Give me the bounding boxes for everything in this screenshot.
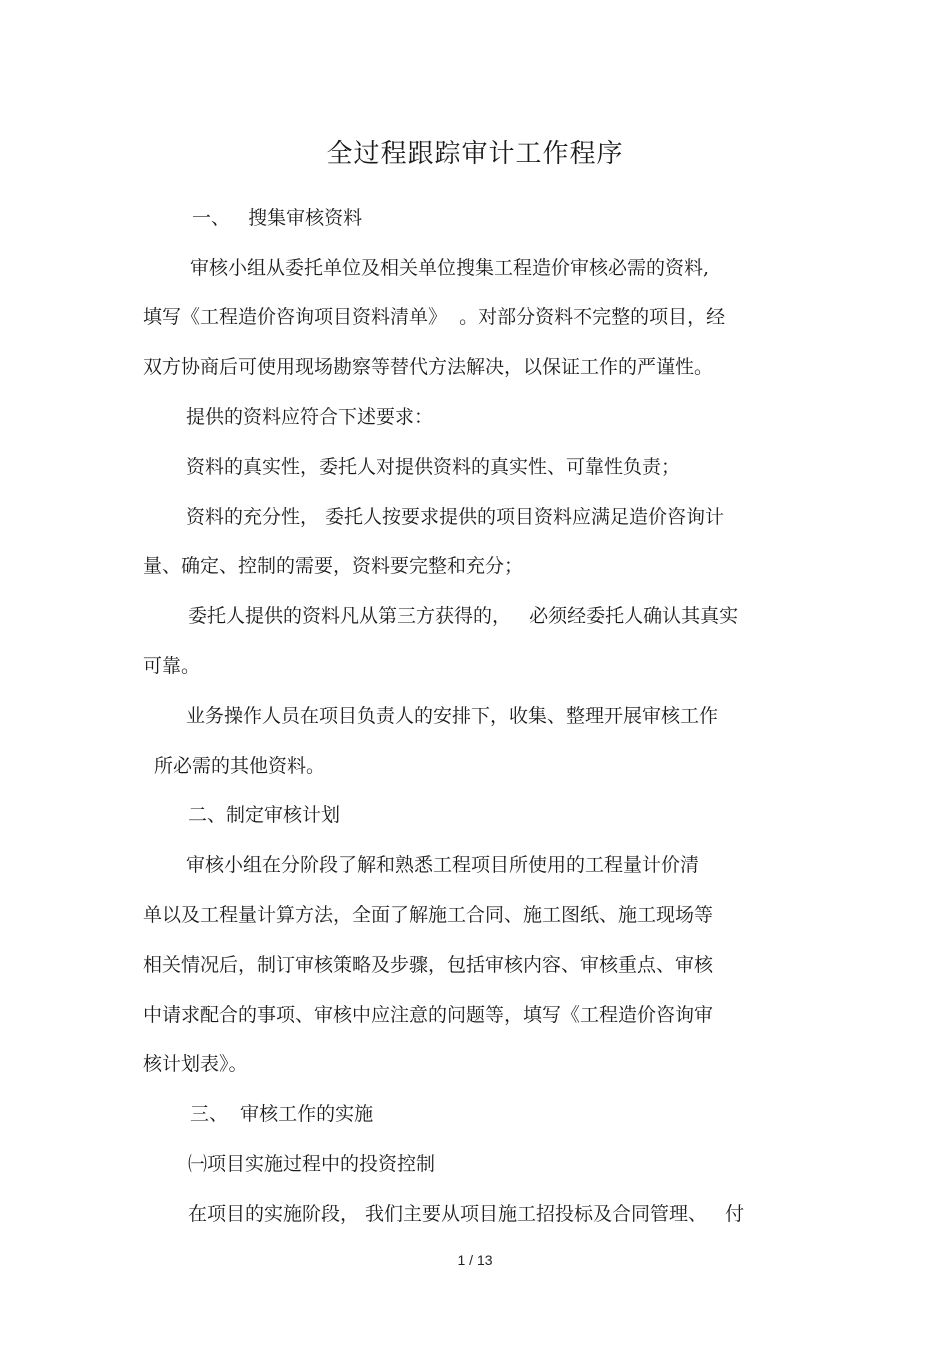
paragraph-line: 业务操作人员在项目负责人的安排下，收集、整理开展审核工作 [186,705,719,727]
paragraph-line: 审核小组从委托单位及相关单位搜集工程造价审核必需的资料, [190,257,710,279]
paragraph-line: 中请求配合的事项、审核中应注意的问题等，填写《工程造价咨询审 [143,1004,714,1026]
paragraph-line: 资料的充分性， 委托人按要求提供的项目资料应满足造价咨询计 [186,506,725,528]
paragraph-line: 在项目的实施阶段， 我们主要从项目施工招投标及合同管理、 付 [188,1203,745,1225]
paragraph-line: 双方协商后可使用现场勘察等替代方法解决，以保证工作的严谨性。 [143,356,714,378]
heading-collect-materials: 一、 搜集审核资料 [192,207,363,229]
document-title: 全过程跟踪审计工作程序 [326,139,624,169]
paragraph-line: 所必需的其他资料。 [154,755,326,777]
paragraph-line: 相关情况后，制订审核策略及步骤，包括审核内容、审核重点、审核 [143,954,714,976]
paragraph-line: 委托人提供的资料凡从第三方获得的， 必须经委托人确认其真实 [188,605,739,627]
paragraph-line: 可靠。 [143,655,201,677]
paragraph-line: 审核小组在分阶段了解和熟悉工程项目所使用的工程量计价清 [186,854,700,876]
page-number: 1 / 13 [457,1252,493,1268]
paragraph-line: 提供的资料应符合下述要求： [186,406,434,428]
heading-implementation: 三、 审核工作的实施 [190,1103,374,1125]
paragraph-line: 单以及工程量计算方法，全面了解施工合同、施工图纸、施工现场等 [143,904,714,926]
subheading-investment-control: ㈠项目实施过程中的投资控制 [188,1153,436,1175]
paragraph-line: 核计划表》。 [143,1053,248,1075]
heading-make-plan: 二、制定审核计划 [188,804,341,826]
paragraph-line: 量、确定、控制的需要，资料要完整和充分； [143,555,524,577]
paragraph-line: 填写《工程造价咨询项目资料清单》 。对部分资料不完整的项目，经 [143,306,726,328]
paragraph-line: 资料的真实性，委托人对提供资料的真实性、可靠性负责； [186,456,681,478]
